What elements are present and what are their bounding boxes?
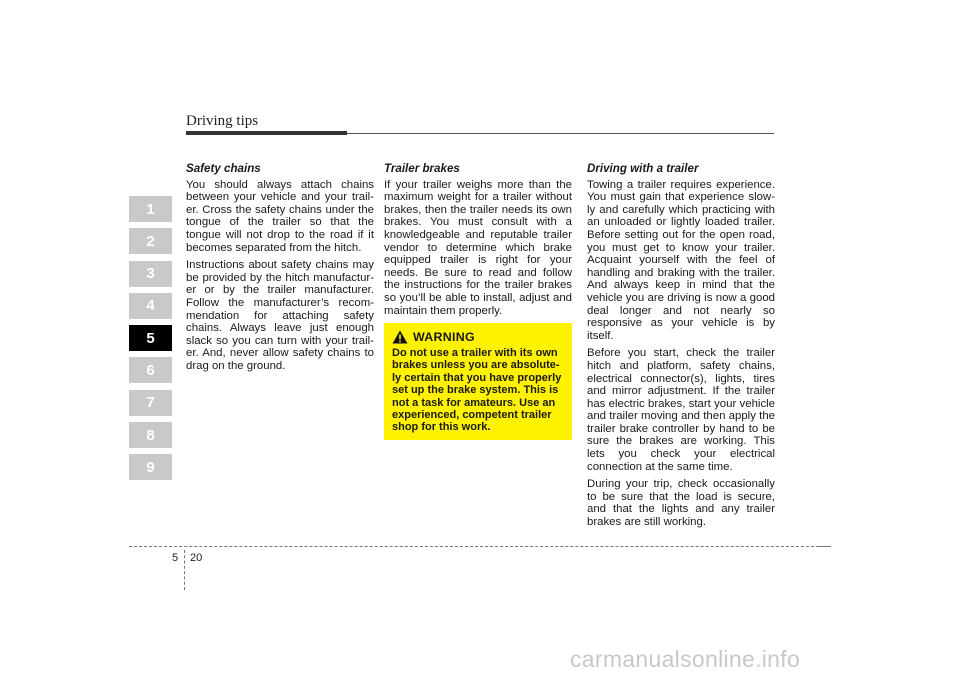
warning-box [384,323,572,440]
footer-divider [184,550,185,590]
paragraph: Instructions about safety chains may be provided by the hitch manufactur-er or by the trailer manufacturer. Follow the manufacturer’s recom-mendation for attaching safety chains. Always leave just enough slack so you can turn with your trail-er. And, never allow safety chains to drag on the ground. [186,259,374,372]
chapter-tab-8[interactable]: 8 [129,422,172,448]
chapter-tab-4[interactable]: 4 [129,293,172,319]
chapter-tab-3[interactable]: 3 [129,261,172,287]
chapter-tabs [129,196,172,487]
chapter-tab-1[interactable]: 1 [129,196,172,222]
header-title: Driving tips [186,113,259,129]
header-rule [347,133,774,134]
warning-triangle-icon [392,330,408,344]
chapter-tab-6[interactable]: 6 [129,357,172,383]
column-safety-chains [186,163,374,378]
section-heading: Trailer brakes [384,162,460,175]
paragraph: You should always attach chains between your vehicle and your trail-er. Cross the safety chains under the tongue of the trailer so that the tongue will not drop to the road if it becomes separated from the hitch. [186,178,374,254]
paragraph: Before you start, check the trailer hitch and platform, safety chains, electrical connector(s), lights, tires and mirror adjustment. If the trailer has electric brakes, start your vehicle and trailer moving and then apply the trailer brake controller by hand to be sure the brakes are working. This lets you check your electrical connection at the same time. [587,347,775,473]
section-heading: Driving with a trailer [587,162,699,175]
chapter-tab-2[interactable]: 2 [129,228,172,254]
paragraph: Towing a trailer requires experience. You must gain that experience slow-ly and carefully which practicing with an unloaded or lightly loaded trailer. Before setting out for the open road, you must get to know your trailer. Acquaint yourself with the feel of handling and braking with the trailer. And always keep in mind that the vehicle you are driving is now a good deal longer and not nearly so responsive as your vehicle is by itself. [587,178,775,342]
footer-rule-end [819,546,831,547]
warning-title: WARNING [413,330,475,344]
chapter-tab-7[interactable]: 7 [129,390,172,416]
paragraph: If your trailer weighs more than the maximum weight for a trailer without brakes, then the trailer needs its own brakes. You must consult with a knowledgeable and reputable trailer vendor to determine which brake equipped trailer is right for your needs. Be sure to read and follow the instructions for the trailer brakes so you’ll be able to install, adjust and maintain them properly. [384,178,572,317]
chapter-tab-5[interactable]: 5 [129,325,172,351]
header-bar [186,131,347,135]
column-driving-with-trailer [587,163,775,534]
footer-rule [129,546,819,547]
watermark: carmanualsonline.info [570,646,801,672]
column-trailer-brakes [384,163,572,322]
page-number: 20 [190,552,203,564]
paragraph: During your trip, check occasionally to be sure that the load is secure, and that the lights and any trailer brakes are still working. [587,478,775,529]
chapter-tab-9[interactable]: 9 [129,454,172,480]
page-chapter-number: 5 [172,552,179,564]
warning-text: Do not use a trailer with its own brakes unless you are absolute-ly certain that you have properly set up the brake system. This is not a task for amateurs. Use an experienced, competent trailer shop for this work. [392,347,562,434]
warning-header [392,330,564,344]
section-heading: Safety chains [186,162,261,175]
